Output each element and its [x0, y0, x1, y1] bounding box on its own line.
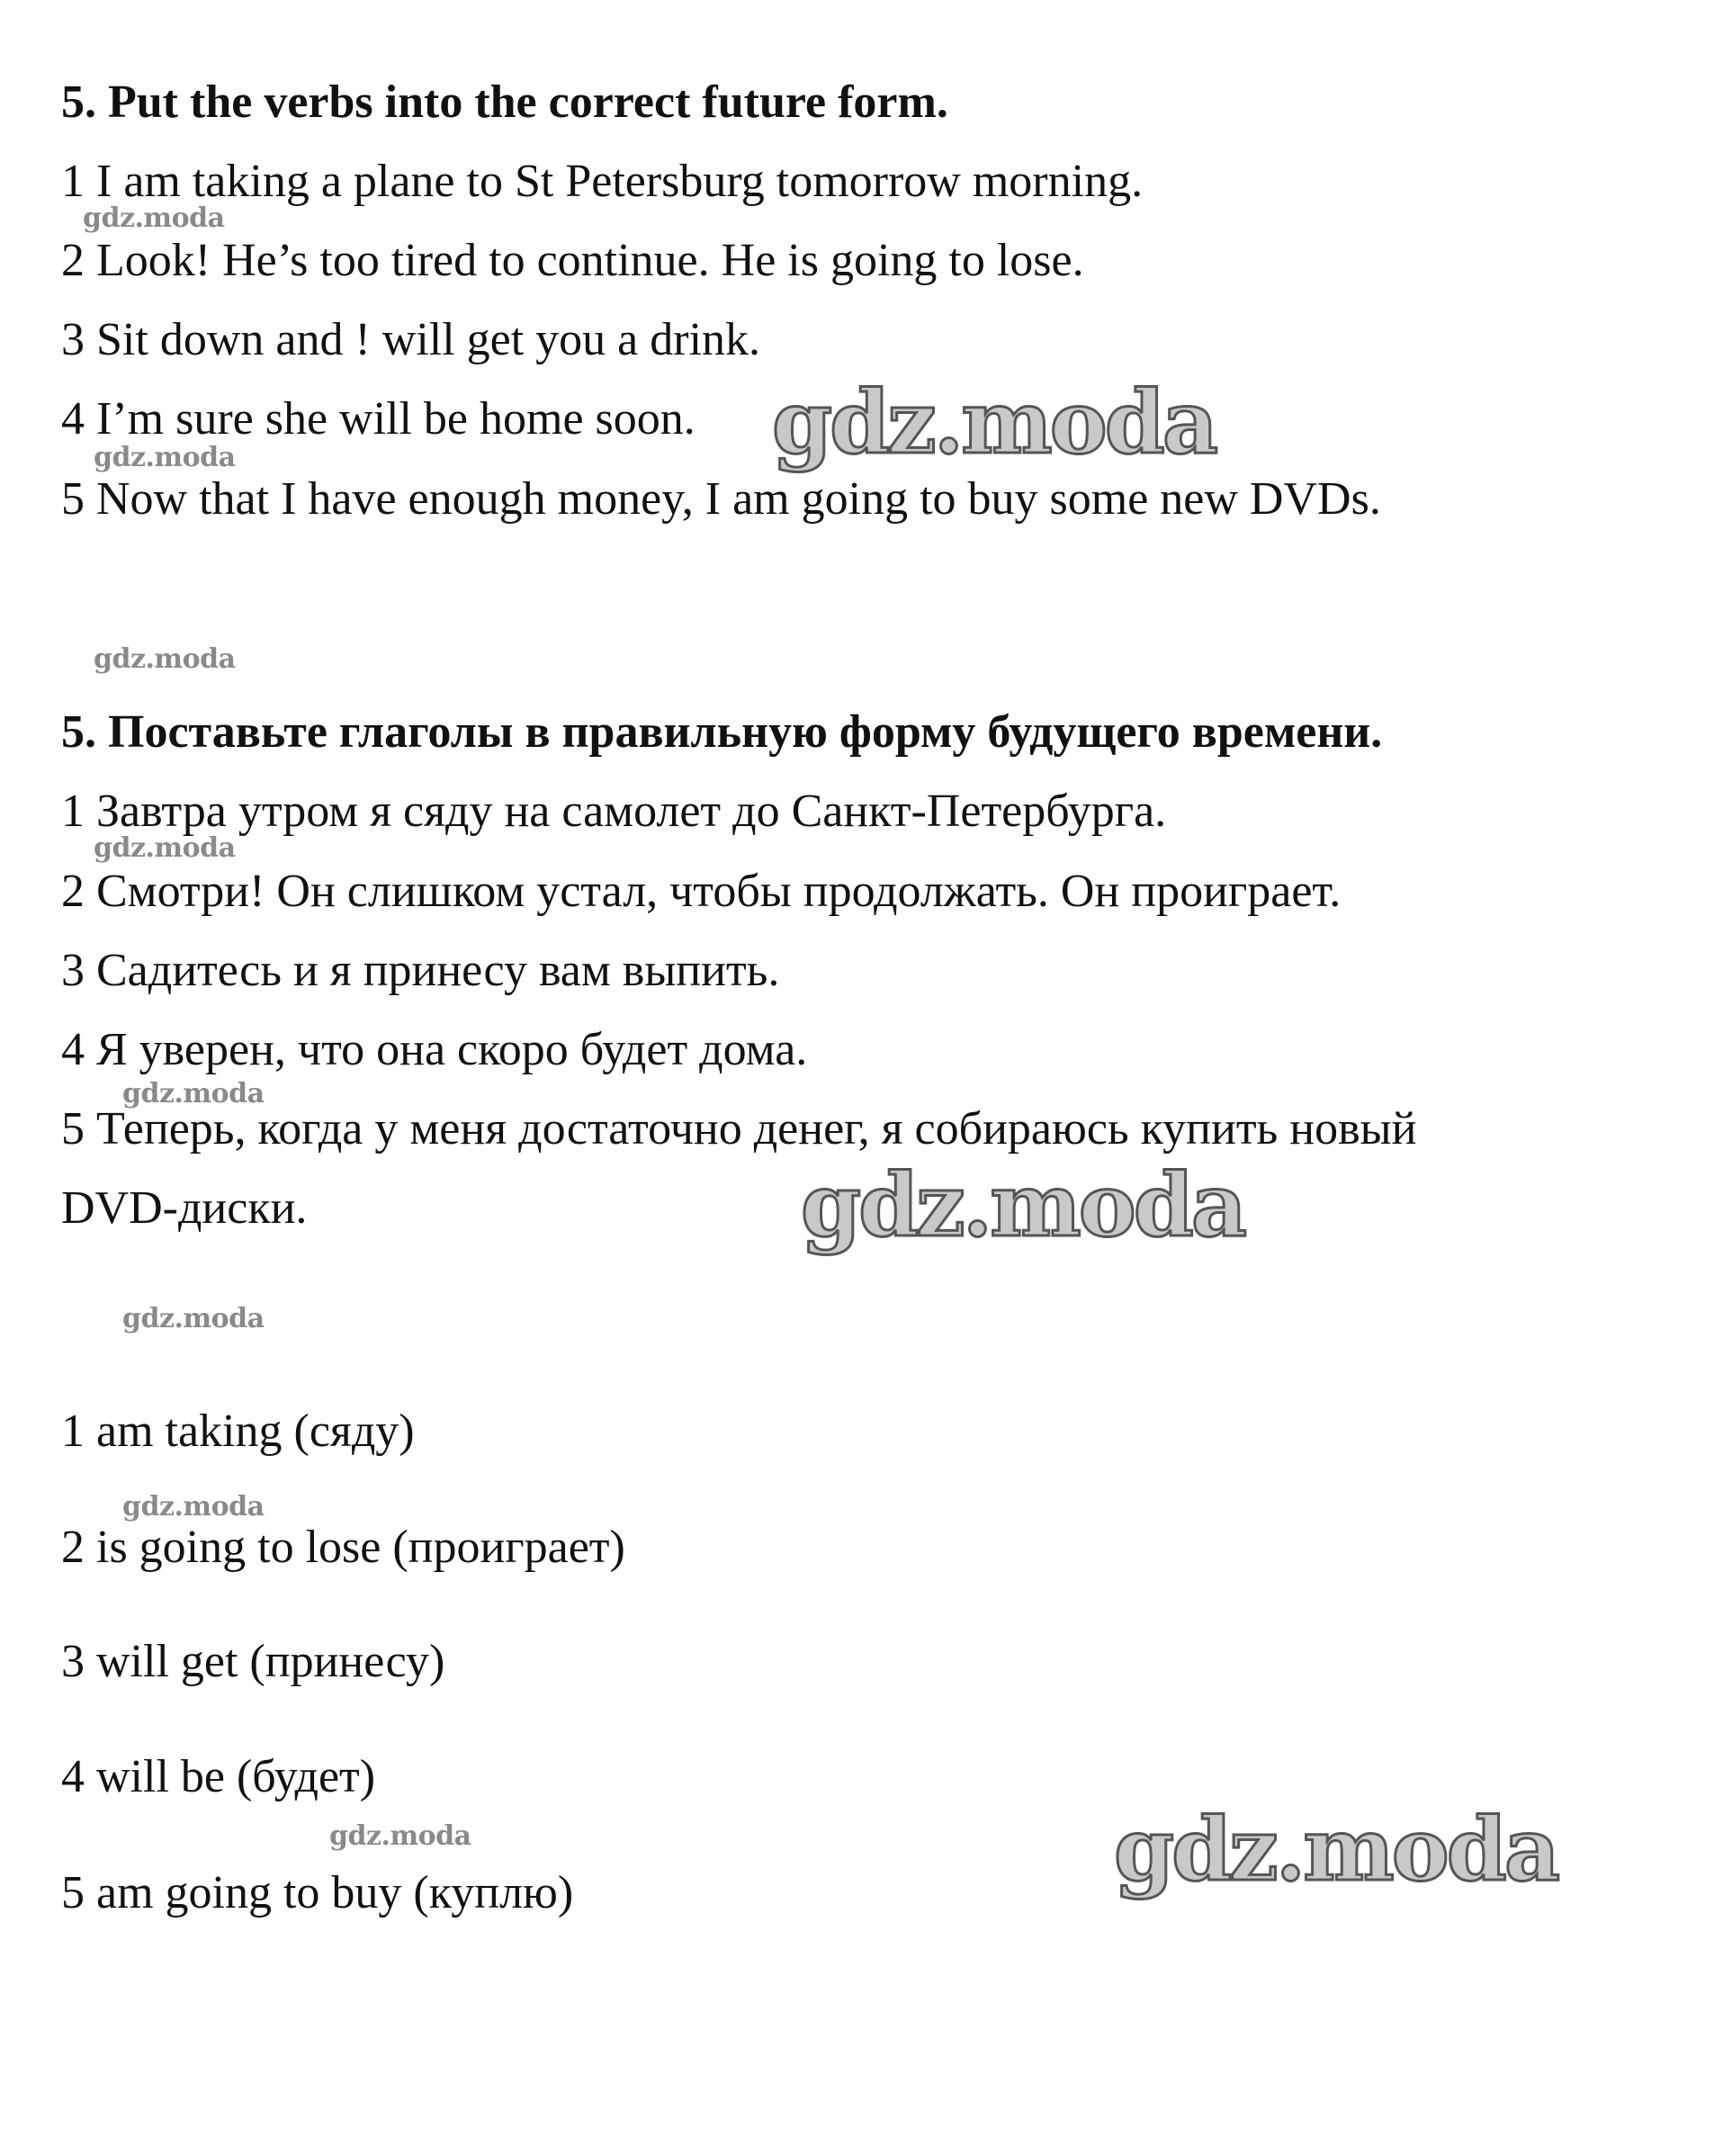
watermark-small: gdz.moda: [83, 202, 225, 234]
watermark-small: gdz.moda: [329, 1820, 471, 1852]
watermark-small: gdz.moda: [122, 1303, 265, 1334]
english-sentence-1: 1 I am taking a plane to St Petersburg tomorrow morning.: [61, 156, 1144, 207]
russian-sentence-5: 5 Теперь, когда у меня достаточно денег, я собираюсь купить новый: [61, 1103, 1417, 1154]
english-sentence-3: 3 Sit down and ! will get you a drink.: [61, 314, 761, 365]
answer-1: 1 am taking (сяду): [61, 1406, 415, 1457]
english-sentence-5: 5 Now that I have enough money, I am going to buy some new DVDs.: [61, 473, 1381, 525]
russian-sentence-5-continued: DVD-диски.: [61, 1182, 308, 1234]
russian-sentence-4: 4 Я уверен, что она скоро будет дома.: [61, 1024, 808, 1075]
answer-3: 3 will get (принесу): [61, 1636, 445, 1687]
russian-sentence-1: 1 Завтра утром я сяду на самолет до Санкт-Петербурга.: [61, 786, 1167, 837]
exercise-title-russian: 5. Поставьте глаголы в правильную форму будущего времени.: [61, 706, 1383, 758]
answer-5: 5 am going to buy (куплю): [61, 1867, 574, 1918]
watermark-small: gdz.moda: [122, 1491, 265, 1523]
english-sentence-4: 4 I’m sure she will be home soon.: [61, 393, 695, 445]
answer-4: 4 will be (будет): [61, 1751, 376, 1802]
watermark-small: gdz.moda: [94, 442, 236, 473]
watermark-large: gdz.moda: [772, 372, 1216, 473]
english-sentence-2: 2 Look! He’s too tired to continue. He is going to lose.: [61, 235, 1084, 286]
exercise-title-english: 5. Put the verbs into the correct future form.: [61, 76, 948, 128]
watermark-small: gdz.moda: [94, 832, 236, 864]
answer-2: 2 is going to lose (проиграет): [61, 1522, 625, 1573]
watermark-large: gdz.moda: [1114, 1799, 1558, 1900]
russian-sentence-2: 2 Смотри! Он слишком устал, чтобы продолжать. Он проиграет.: [61, 866, 1342, 917]
russian-sentence-3: 3 Садитесь и я принесу вам выпить.: [61, 945, 780, 996]
watermark-large: gdz.moda: [801, 1154, 1245, 1256]
watermark-small: gdz.moda: [122, 1078, 265, 1109]
watermark-small: gdz.moda: [94, 643, 236, 675]
